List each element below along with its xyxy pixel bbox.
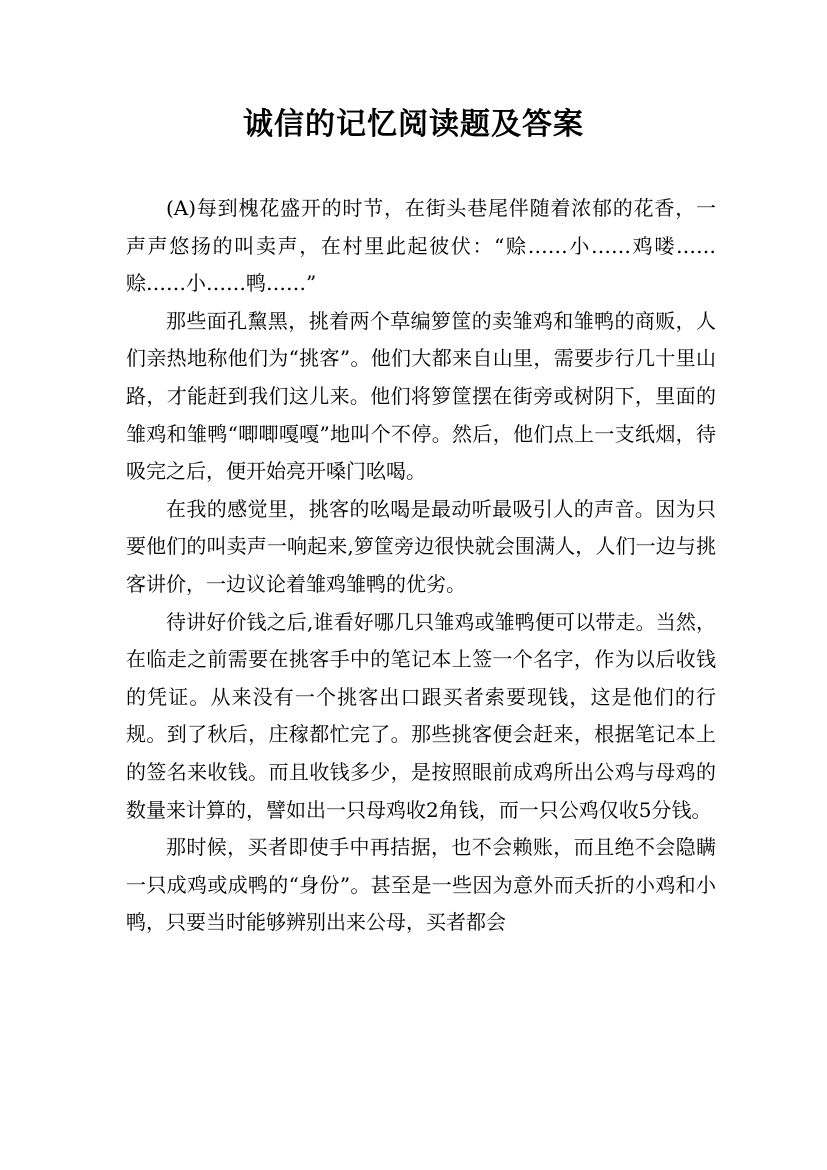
paragraph-1: (A)每到槐花盛开的时节，在街头巷尾伴随着浓郁的花香，一声声悠扬的叫卖声，在村里此起彼伏：“赊……小……鸡喽……赊……小……鸭……” — [126, 196, 716, 296]
paragraph-4: 待讲好价钱之后,谁看好哪几只雏鸡或雏鸭便可以带走。当然，在临走之前需要在挑客手中的笔记本上签一个名字，作为以后收钱的凭证。从来没有一个挑客出口跟买者索要现钱，这是他们的行规。到了秋后，庄稼都忙完了。那些挑客便会赶来，根据笔记本上的签名来收钱。而且收钱多少，是按照眼前成鸡所出公鸡与母鸡的数量来计算的，譬如出一只母鸡收2角钱，而一只公鸡仅收5分钱。 — [126, 609, 716, 822]
paragraph-3: 在我的感觉里，挑客的吆喝是最动听最吸引人的声音。因为只要他们的叫卖声一响起来,箩筐旁边很快就会围满人，人们一边与挑客讲价，一边议论着雏鸡雏鸭的优劣。 — [126, 496, 716, 596]
page-title: 诚信的记忆阅读题及答案 — [243, 107, 584, 142]
paragraph-5: 那时候，买者即使手中再拮据，也不会赖账，而且绝不会隐瞒一只成鸡或成鸭的“身份”。甚至是一些因为意外而夭折的小鸡和小鸭，只要当时能够辨别出来公母，买者都会 — [126, 835, 716, 935]
paragraph-2: 那些面孔黧黑，挑着两个草编箩筐的卖雏鸡和雏鸭的商贩，人们亲热地称他们为“挑客”。他们大都来自山里，需要步行几十里山路，才能赶到我们这儿来。他们将箩筐摆在街旁或树阴下，里面的雏鸡和雏鸭“唧唧嘎嘎”地叫个不停。然后，他们点上一支纸烟，待吸完之后，便开始亮开嗓门吆喝。 — [126, 308, 716, 484]
article-body — [126, 190, 716, 942]
